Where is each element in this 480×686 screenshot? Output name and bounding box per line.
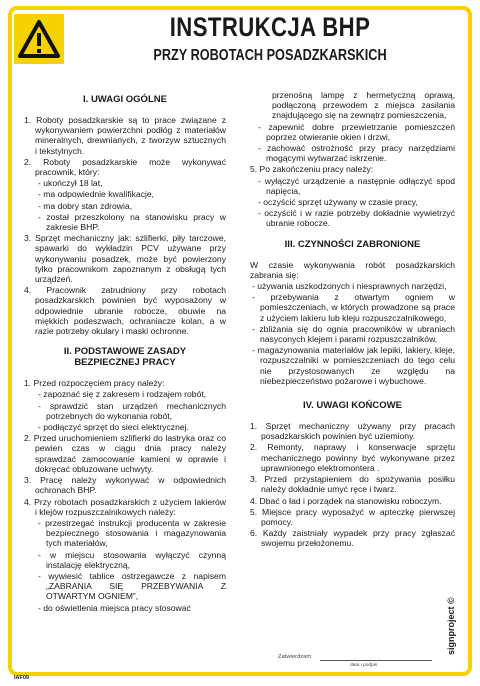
section-heading: I. UWAGI OGÓLNE (83, 94, 167, 105)
list-item: 2. Przed uruchomieniem szlifierki do lastryka oraz co pewien czas w ciągu dnia pracy należy sprawdzać zamocowanie kamieni w oprawie i dokręcać obluzowane uchwyty. (24, 433, 226, 474)
approval-signature-field (278, 654, 438, 668)
section-heading: BEZPIECZNEJ PRACY (74, 357, 176, 369)
list-item: - zapoznać się z zakresem i rodzajem robót, (38, 389, 207, 400)
list-item: - ukończył 18 lat, (38, 178, 103, 189)
list-item: 2. Remonty, naprawy i konserwacje sprzętu mechanicznego powinny być wykonywane przez uprawnionego elektromontera . (250, 442, 455, 473)
section-heading: III. CZYNNOŚCI ZABRONIONE (284, 238, 421, 250)
list-item: - zbliżania się do ognia pracowników w ubraniach nasyconych klejem i parami rozpuszczalników, (252, 323, 455, 345)
list-item: 3. Sprzęt mechaniczny jak: szlifierki, piły tarczowe, spawarki do wykładzin PCV używane przy wykonywaniu posadzek, może być powierzony tylko pracownikom zapoznanym z obsługą tych urządzeń. (24, 233, 226, 285)
list-item: 1. Sprzęt mechaniczny używany przy pracach posadzkarskich powinien być uziemiony. (250, 421, 455, 442)
list-item: - używania uszkodzonych i niesprawnych narzędzi, (252, 281, 447, 292)
list-item: - sprawdzić stan urządzeń mechanicznych potrzebnych do wykonania robót, (38, 400, 226, 421)
left-column (24, 94, 226, 614)
list-item: - przestrzegać instrukcji producenta w zakresie bezpiecznego stosowania i magazynowania tych materiałów, (38, 517, 226, 549)
list-item: 4. Dbać o ład i porządek na stanowisku roboczym. (250, 495, 442, 506)
section-heading: IV. UWAGI KOŃCOWE (303, 400, 402, 412)
list-item: - oczyścić sprzęt używany w czasie pracy, (258, 197, 418, 208)
list-item: 2. Roboty posadzkarskie może wykonywać pracownik, który: (24, 156, 226, 178)
list-item: 5. Po zakończeniu pracy należy: (250, 164, 374, 175)
warning-triangle-icon (14, 14, 64, 64)
signature-line (320, 660, 432, 661)
list-item: - ma dobry stan zdrowia, (38, 200, 133, 211)
right-column (250, 90, 455, 550)
list-item: 5. Miejsce pracy wyposażyć w apteczkę pierwszej pomocy. (250, 506, 455, 527)
approval-label: Zatwierdzam (278, 654, 312, 660)
list-item: 3. Przed przystąpieniem do spożywania posiłku należy dokładnie umyć ręce i twarz. (250, 474, 455, 495)
list-item: 3. Pracę należy wykonywać w odpowiednich ochronach BHP. (24, 475, 226, 496)
list-item: 1. Roboty posadzkarskie są to prace związane z wykonywaniem powierzchni podłóg z materiałów mineralnych, drewnianych, z tworzyw sztucznych i tekstylnych. (24, 115, 226, 156)
list-item: - podłączyć sprzęt do sieci elektrycznej. (38, 422, 189, 433)
page-title: INSTRUKCJA BHP (169, 12, 371, 42)
list-item: - ma odpowiednie kwalifikacje, (38, 189, 155, 200)
list-item: 1. Przed rozpoczęciem pracy należy: (24, 378, 165, 389)
list-item: przenośną lampę z hermetyczną oprawą, podłączoną przewodem z miejsca zasilania znajdującego się na zewnątrz pomieszczenia, (272, 90, 455, 121)
list-item: - do oświetlenia miejsca pracy stosować (38, 602, 191, 613)
list-item: - zachować ostrożność przy pracy narzędziami mogącymi wytwarzać iskrzenie. (258, 143, 455, 164)
brand-label: signproject © (446, 597, 456, 655)
list-item: - przebywania z otwartym ogniem w pomieszczeniach, w których prowadzone są prace z użyciem lakieru lub kleju rozpuszczalnikowego, (252, 292, 455, 323)
list-item: - oczyścić i w razie potrzeby dokładnie wywietrzyć ubranie robocze. (258, 208, 455, 229)
list-item: - wywiesić tablice ostrzegawcze z napisem „ZABRANIA SIĘ PRZEBYWANIA Z OTWARTYM OGNIEM”, (38, 570, 226, 602)
section-heading: II. PODSTAWOWE ZASADY (63, 346, 187, 358)
page-subtitle: PRZY ROBOTACH POSADZKARSKICH (153, 47, 387, 64)
list-item: - magazynowania materiałów jak lepiki, lakiery, kleje, rozpuszczalniki w pomieszczeniach do tego celu nie przystosowanych ze względu na niebezpieczeństwo pożarowe i wybuchowe. (252, 345, 455, 386)
date-signature-label: data i podpis (350, 663, 378, 668)
sign-code: IAF09 (14, 675, 29, 681)
list-item: 6. Każdy zaistniały wypadek przy pracy zgłaszać swojemu przełożonemu. (250, 528, 455, 549)
list-item: - w miejscu stosowania wyłączyć czynną instalację elektryczną, (38, 549, 226, 570)
list-item: 4. Przy robotach posadzkarskich z użyciem lakierów i klejów rozpuszczalnikowych należy: (24, 496, 226, 517)
list-item: - został przeszkolony na stanowisku pracy w zakresie BHP. (38, 211, 226, 233)
list-item: - wyłączyć urządzenie a następnie odłączyć spod napięcia, (258, 175, 455, 196)
section-intro: W czasie wykonywania robót posadzkarskich zabrania się: (250, 259, 455, 280)
list-item: 4. Pracownik zatrudniony przy robotach posadzkarskich powinien być wyposażony w odpowiednie ubranie robocze, obuwie na miękkich podeszwach, ochraniacze kolan, a w razie potrzeby okulary i maski ochronne. (24, 285, 226, 337)
list-item: - zapewnić dobre przewietrzanie pomieszczeń poprzez otwieranie okien i drzwi, (258, 121, 455, 142)
